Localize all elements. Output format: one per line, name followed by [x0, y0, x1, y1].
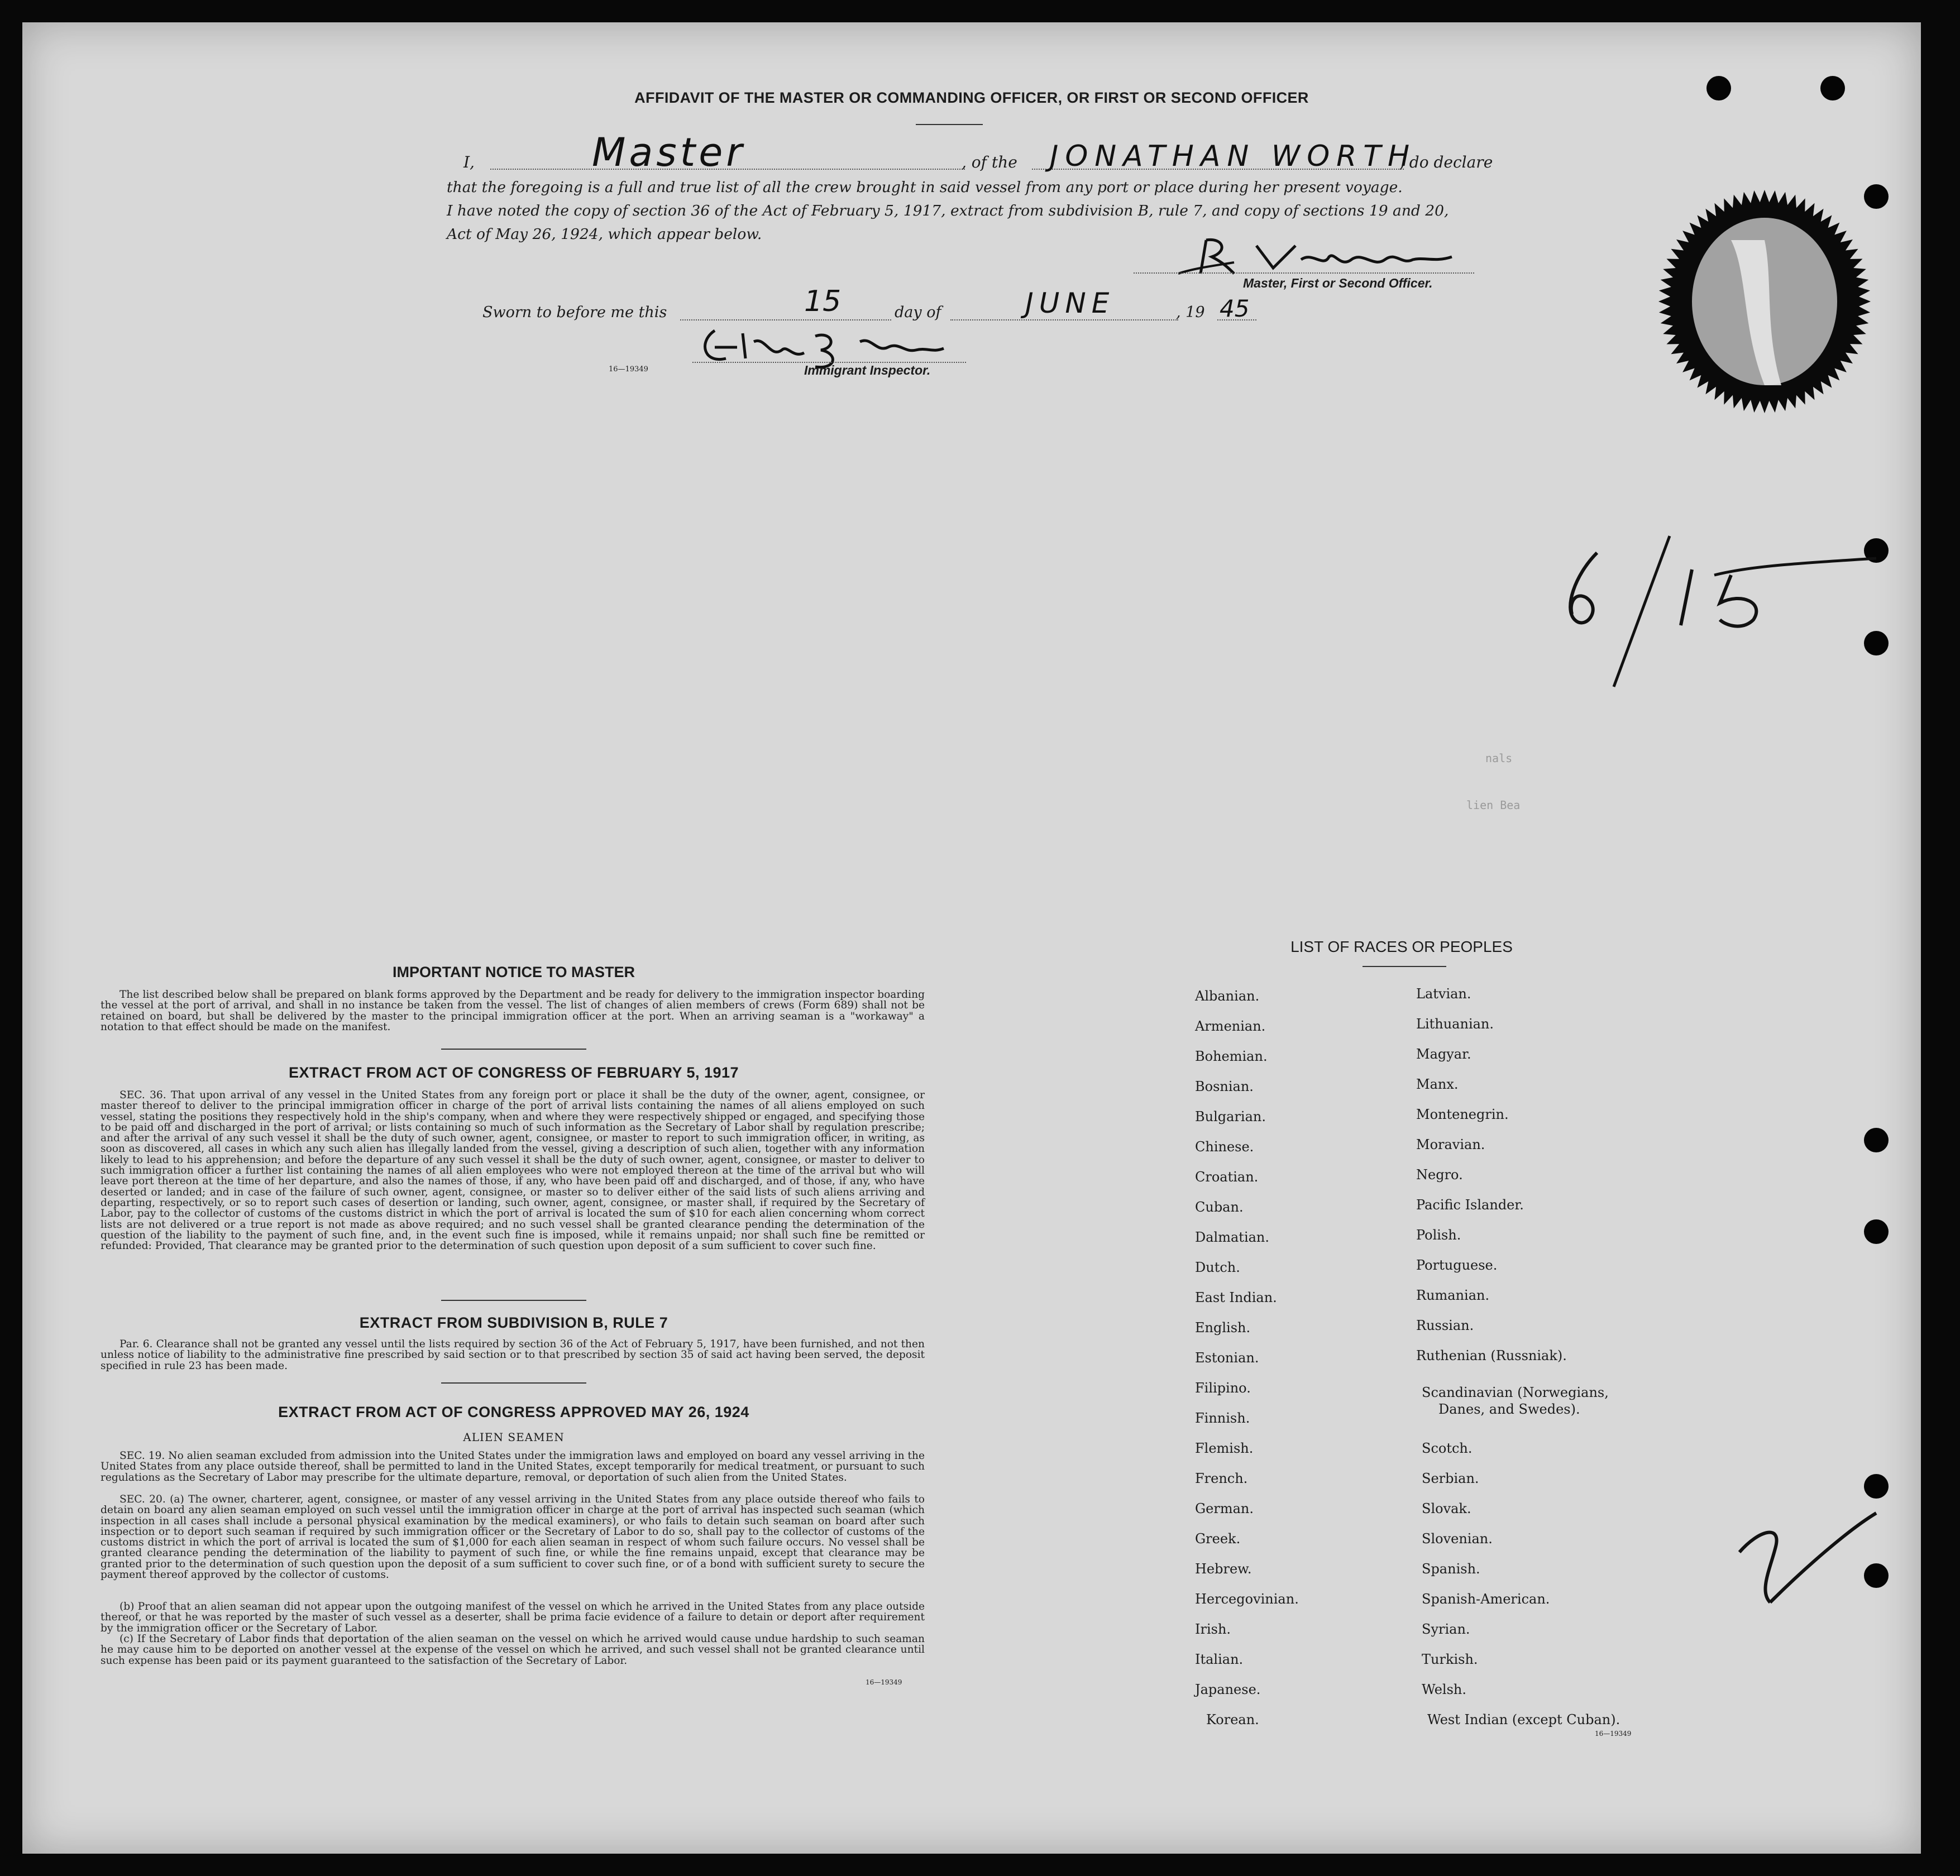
sworn-year-handwriting: 45 — [1220, 295, 1250, 322]
race-item: Manx. — [1416, 1076, 1459, 1092]
affidavit-line2: that the foregoing is a full and true list of all the crew brought in said vessel from any port or place during her present voyage. — [447, 179, 1403, 196]
extract3-form-number: 16—19349 — [866, 1678, 902, 1686]
master-name-handwriting: Master — [592, 130, 746, 175]
affidavit-line1-end: , do declare — [1399, 153, 1493, 171]
extract3-sec20b: (b) Proof that an alien seaman did not appear upon the outgoing manifest of the vessel on which he arrived in the United States from any place outside thereof, or that he was reported by the master of such vessel as a deserter, shall be prima facie evidence of a failure to detain or deport after requirement by the immigration officer or the Secretary of Labor. — [101, 1601, 925, 1634]
sworn-day-of: day of — [895, 304, 941, 321]
races-title: LIST OF RACES OR PEOPLES — [1290, 938, 1513, 955]
extract3-sec20c: (c) If the Secretary of Labor finds that deportation of the alien seaman on the vessel on which he arrived would cause undue hardship to such seaman he may cause him to be deported on another vessel at the expense of the vessel on which he arrived, and such vessel shall not be granted clearance until such expense has been paid or its payment guaranteed to the satisfaction of the Secretary of Labor. — [101, 1633, 925, 1667]
races-form-number: 16—19349 — [1595, 1730, 1632, 1738]
inspector-label: Immigrant Inspector. — [804, 363, 931, 377]
race-item: Albanian. — [1195, 988, 1260, 1004]
race-item: Italian. — [1195, 1652, 1244, 1667]
extract1-title: EXTRACT FROM ACT OF CONGRESS OF FEBRUARY 5, 1917 — [288, 1064, 739, 1081]
race-item: Armenian. — [1195, 1018, 1266, 1034]
section-divider — [441, 1049, 586, 1050]
race-item: Filipino. — [1195, 1380, 1251, 1396]
race-item: Serbian. — [1422, 1471, 1479, 1486]
section-divider — [441, 1300, 586, 1301]
handwritten-date — [1552, 530, 1887, 692]
race-item: Dutch. — [1195, 1260, 1240, 1275]
race-item: English. — [1195, 1320, 1251, 1336]
race-item: Negro. — [1416, 1167, 1463, 1183]
sworn-day-handwriting: 15 — [804, 285, 842, 318]
sworn-month-handwriting: JUNE — [1025, 287, 1115, 319]
race-item: East Indian. — [1195, 1290, 1277, 1305]
binder-hole — [1864, 1474, 1889, 1499]
race-item: French. — [1195, 1471, 1248, 1486]
race-item: Estonian. — [1195, 1350, 1259, 1366]
race-item: Scotch. — [1422, 1440, 1473, 1456]
signature-role-label: Master, First or Second Officer. — [1243, 276, 1433, 290]
race-item: Hebrew. — [1195, 1561, 1252, 1577]
race-item: Moravian. — [1416, 1137, 1485, 1152]
faint-mark: nals — [1485, 752, 1513, 765]
race-item: Irish. — [1195, 1621, 1231, 1637]
race-item: Welsh. — [1422, 1682, 1466, 1697]
sworn-prefix: Sworn to before me this — [482, 304, 667, 321]
race-item: Flemish. — [1195, 1440, 1254, 1456]
race-item: Slovak. — [1422, 1501, 1471, 1516]
extract2-body: Par. 6. Clearance shall not be granted any vessel until the lists required by section 36 of the Act of February 5, 1917, have been furnished, and not then unless notice of liability to the administrative fine prescribed by said section or to that prescribed by section 35 of said act having been served, the deposit specified in rule 23 has been made. — [101, 1338, 925, 1372]
race-item: German. — [1195, 1501, 1254, 1516]
faint-mark: lien Bea — [1466, 798, 1521, 812]
extract3-subtitle: ALIEN SEAMEN — [463, 1430, 565, 1444]
binder-hole — [1864, 1128, 1889, 1152]
extract3-title: EXTRACT FROM ACT OF CONGRESS APPROVED MAY 26, 1924 — [278, 1404, 749, 1420]
section-divider — [441, 1382, 586, 1384]
race-item: Bosnian. — [1195, 1079, 1254, 1094]
race-item: Croatian. — [1195, 1169, 1259, 1185]
extract3-sec19: SEC. 19. No alien seaman excluded from admission into the United States under the immigration laws and employed on board any vessel arriving in the United States from any place outside thereof, shall be permitted to land in the United States, except temporarily for medical treatment, or pursuant to such regulations as the Secretary of Labor may prescribe for the ultimate departure, removal, or deportation of such alien from the United States. — [101, 1450, 925, 1483]
affidavit-title: AFFIDAVIT OF THE MASTER OR COMMANDING OFFICER, OR FIRST OR SECOND OFFICER — [634, 89, 1309, 106]
notice-body: The list described below shall be prepared on blank forms approved by the Department and be ready for delivery to the immigration inspector boarding the vessel at the port of arrival, and shall in no instance be taken from the vessel. The list of changes of alien members of crews (Form 689) shall not be retained on board, but shall be delivered by the master to the principal immigration officer at the port. When an arriving seaman is a "workaway" a notation to that effect should be made on the manifest. — [101, 989, 925, 1033]
race-item: Russian. — [1416, 1318, 1474, 1333]
binder-hole — [1706, 76, 1731, 100]
race-item: Bulgarian. — [1195, 1109, 1266, 1124]
race-item: Scandinavian (Norwegians, — [1422, 1385, 1609, 1400]
race-item: West Indian (except Cuban). — [1427, 1712, 1620, 1727]
race-item: Pacific Islander. — [1416, 1197, 1524, 1213]
race-item: Polish. — [1416, 1227, 1461, 1243]
binder-hole — [1864, 1219, 1889, 1244]
race-item: Hercegovinian. — [1195, 1591, 1299, 1607]
affidavit-form-number: 16—19349 — [609, 365, 648, 374]
race-item: Spanish-American. — [1422, 1591, 1550, 1607]
race-item: Magyar. — [1416, 1046, 1471, 1062]
race-item: Portuguese. — [1416, 1257, 1498, 1273]
check-mark — [1737, 1508, 1882, 1608]
race-item: Bohemian. — [1195, 1049, 1268, 1064]
race-item: Lithuanian. — [1416, 1016, 1494, 1032]
race-item: Finnish. — [1195, 1410, 1250, 1426]
race-item: Danes, and Swedes). — [1438, 1401, 1580, 1417]
extract1-body: SEC. 36. That upon arrival of any vessel in the United States from any foreign port or place it shall be the duty of the owner, agent, consignee, or master thereof to deliver to the principal immigration officer in charge of the port of arrival lists containing the names of all aliens employed on such vessel, stating the positions they respectively hold in the ship's company, when and where they were respectively shipped or engaged, and specifying those to be paid off and discharged in the port of arrival; or lists containing so much of such information as the Secretary of Labor shall by regulation prescribe; and after the arrival of any such vessel it shall be the duty of such owner, agent, consignee, or master to report to such immigration officer, in writing, as soon as discovered, all cases in which any such alien has illegally landed from the vessel, giving a description of such alien, together with any information likely to lead to his apprehension; and before the departure of any such vessel it shall be the duty of such owner, agent, consignee, or master to deliver to such immigration officer a further list containing the names of all alien employees who were not employed thereon at the time of the arrival but who will leave port thereon at the time of her departure, and also the names of those, if any, who have been paid off and discharged, and of those, if any, who have deserted or landed; and in case of the failure of such owner, agent, consignee, or master so to deliver either of the said lists of such aliens arriving and departing, respectively, or so to report such cases of desertion or landing, such owner, agent, consignee, or master shall, if required by the Secretary of Labor, pay to the collector of customs of the customs district in which the port of arrival is located the sum of $10 for each alien concerning whom correct lists are not delivered or a true report is not made as above required; and no such vessel shall be granted clearance pending the determination of the question of the liability to the payment of such fine, and, in the event such fine is imposed, while it remains unpaid; nor shall such fine be remitted or refunded: Provided, That clearance may be granted prior to the determination of such question upon deposit of a sum sufficient to cover such fine. — [101, 1089, 925, 1252]
affidavit-line3: I have noted the copy of section 36 of the Act of February 5, 1917, extract from subdivision B, rule 7, and copy of sections 19 and 20, — [447, 202, 1449, 219]
race-item: Chinese. — [1195, 1139, 1254, 1155]
race-item: Ruthenian (Russniak). — [1416, 1348, 1567, 1363]
binder-hole — [1820, 76, 1845, 100]
race-item: Cuban. — [1195, 1199, 1244, 1215]
race-item: Korean. — [1206, 1712, 1259, 1727]
notice-title: IMPORTANT NOTICE TO MASTER — [393, 964, 635, 980]
extract2-title: EXTRACT FROM SUBDIVISION B, RULE 7 — [359, 1314, 668, 1331]
race-item: Greek. — [1195, 1531, 1241, 1547]
affidavit-line4: Act of May 26, 1924, which appear below. — [447, 226, 762, 243]
affidavit-line1-prefix: I, — [463, 153, 475, 171]
race-item: Latvian. — [1416, 986, 1471, 1002]
race-item: Rumanian. — [1416, 1288, 1490, 1303]
race-item: Turkish. — [1422, 1652, 1478, 1667]
race-item: Spanish. — [1422, 1561, 1480, 1577]
vessel-name-handwriting: JONATHAN WORTH — [1050, 140, 1417, 173]
notary-seal — [1653, 184, 1899, 419]
race-item: Syrian. — [1422, 1621, 1470, 1637]
race-item: Slovenian. — [1422, 1531, 1493, 1547]
sworn-year-prefix: , 19 — [1176, 304, 1205, 321]
title-divider — [916, 124, 983, 125]
affidavit-line1-mid: , of the — [962, 153, 1017, 171]
race-item: Dalmatian. — [1195, 1229, 1270, 1245]
extract3-sec20a: SEC. 20. (a) The owner, charterer, agent, consignee, or master of any vessel arriving in the United States from any place outside thereof who fails to detain on board any alien seaman employed on such vessel until the immigration officer in charge at the port of arrival has inspected such seaman (which inspection in all cases shall include a personal physical examination by the medical examiners), or who fails to detain such seaman on board after such inspection or to deport such seaman if required by such immigration officer or the Secretary of Labor to do so, shall pay to the collector of customs of the customs district in which the port of arrival is located the sum of $1,000 for each alien seaman in respect of whom such failure occurs. No vessel shall be granted clearance pending the determination of the liability to payment of such fine, or while the fine remains unpaid, except that clearance may be granted prior to the determination of such question upon the deposit of a sum sufficient to cover such fine, or of a bond with sufficient surety to secure the payment thereof approved by the collector of customs. — [101, 1494, 925, 1581]
races-divider — [1363, 966, 1446, 967]
race-item: Montenegrin. — [1416, 1107, 1509, 1122]
race-item: Japanese. — [1195, 1682, 1261, 1697]
